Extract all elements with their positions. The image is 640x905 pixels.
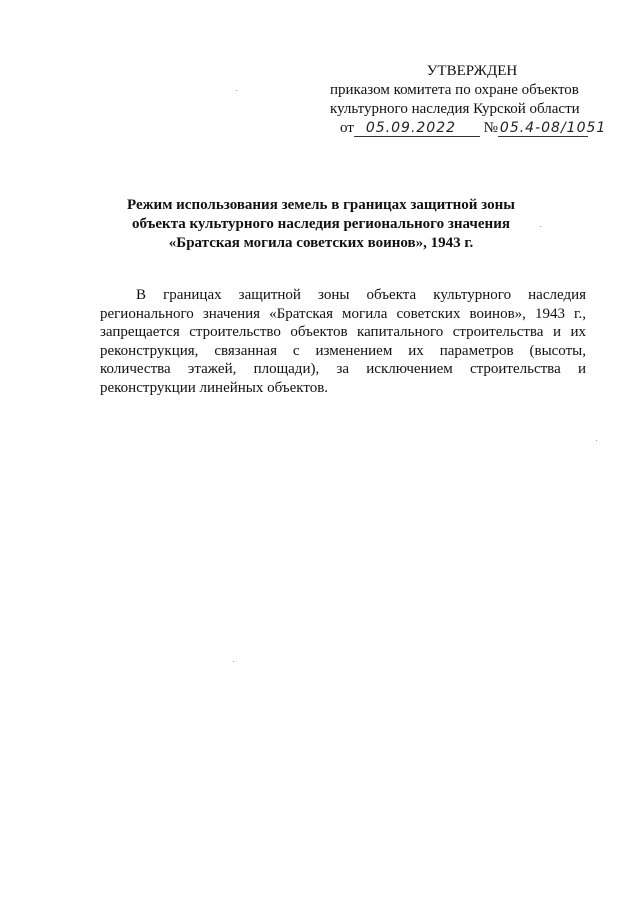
number-prefix: №: [483, 120, 498, 136]
scan-speck: [236, 90, 237, 91]
approval-date-line: [330, 119, 607, 138]
body-paragraph: В границах защитной зоны объекта культурного наследия регионального значения «Братская могила советских воинов», 1943 г., запрещается строительство объектов капитального строительства и их реконструкция, связанная с изменением их параметров (высоты, количества этажей, площади), за исключением строительства и реконструкции линейных объектов.: [100, 287, 586, 396]
title-line-3: «Братская могила советских воинов», 1943 г.: [168, 235, 474, 251]
date-prefix: от: [340, 120, 354, 136]
scan-speck: [596, 440, 597, 441]
title-line-2: объекта культурного наследия регионального значения: [132, 216, 510, 232]
scan-speck: [540, 226, 541, 227]
approval-line-1: приказом комитета по охране объектов: [330, 82, 579, 98]
document-title: [100, 196, 542, 253]
title-line-1: Режим использования земель в границах защитной зоны: [127, 197, 515, 213]
approval-line-2: культурного наследия Курской области: [330, 101, 580, 117]
approval-heading: УТВЕРЖДЕН: [426, 63, 518, 79]
approval-stamp: [330, 62, 607, 138]
handwritten-number: 05.4-08/1051: [499, 120, 607, 136]
handwritten-date: 05.09.2022: [354, 120, 480, 137]
scan-speck: [233, 661, 234, 662]
